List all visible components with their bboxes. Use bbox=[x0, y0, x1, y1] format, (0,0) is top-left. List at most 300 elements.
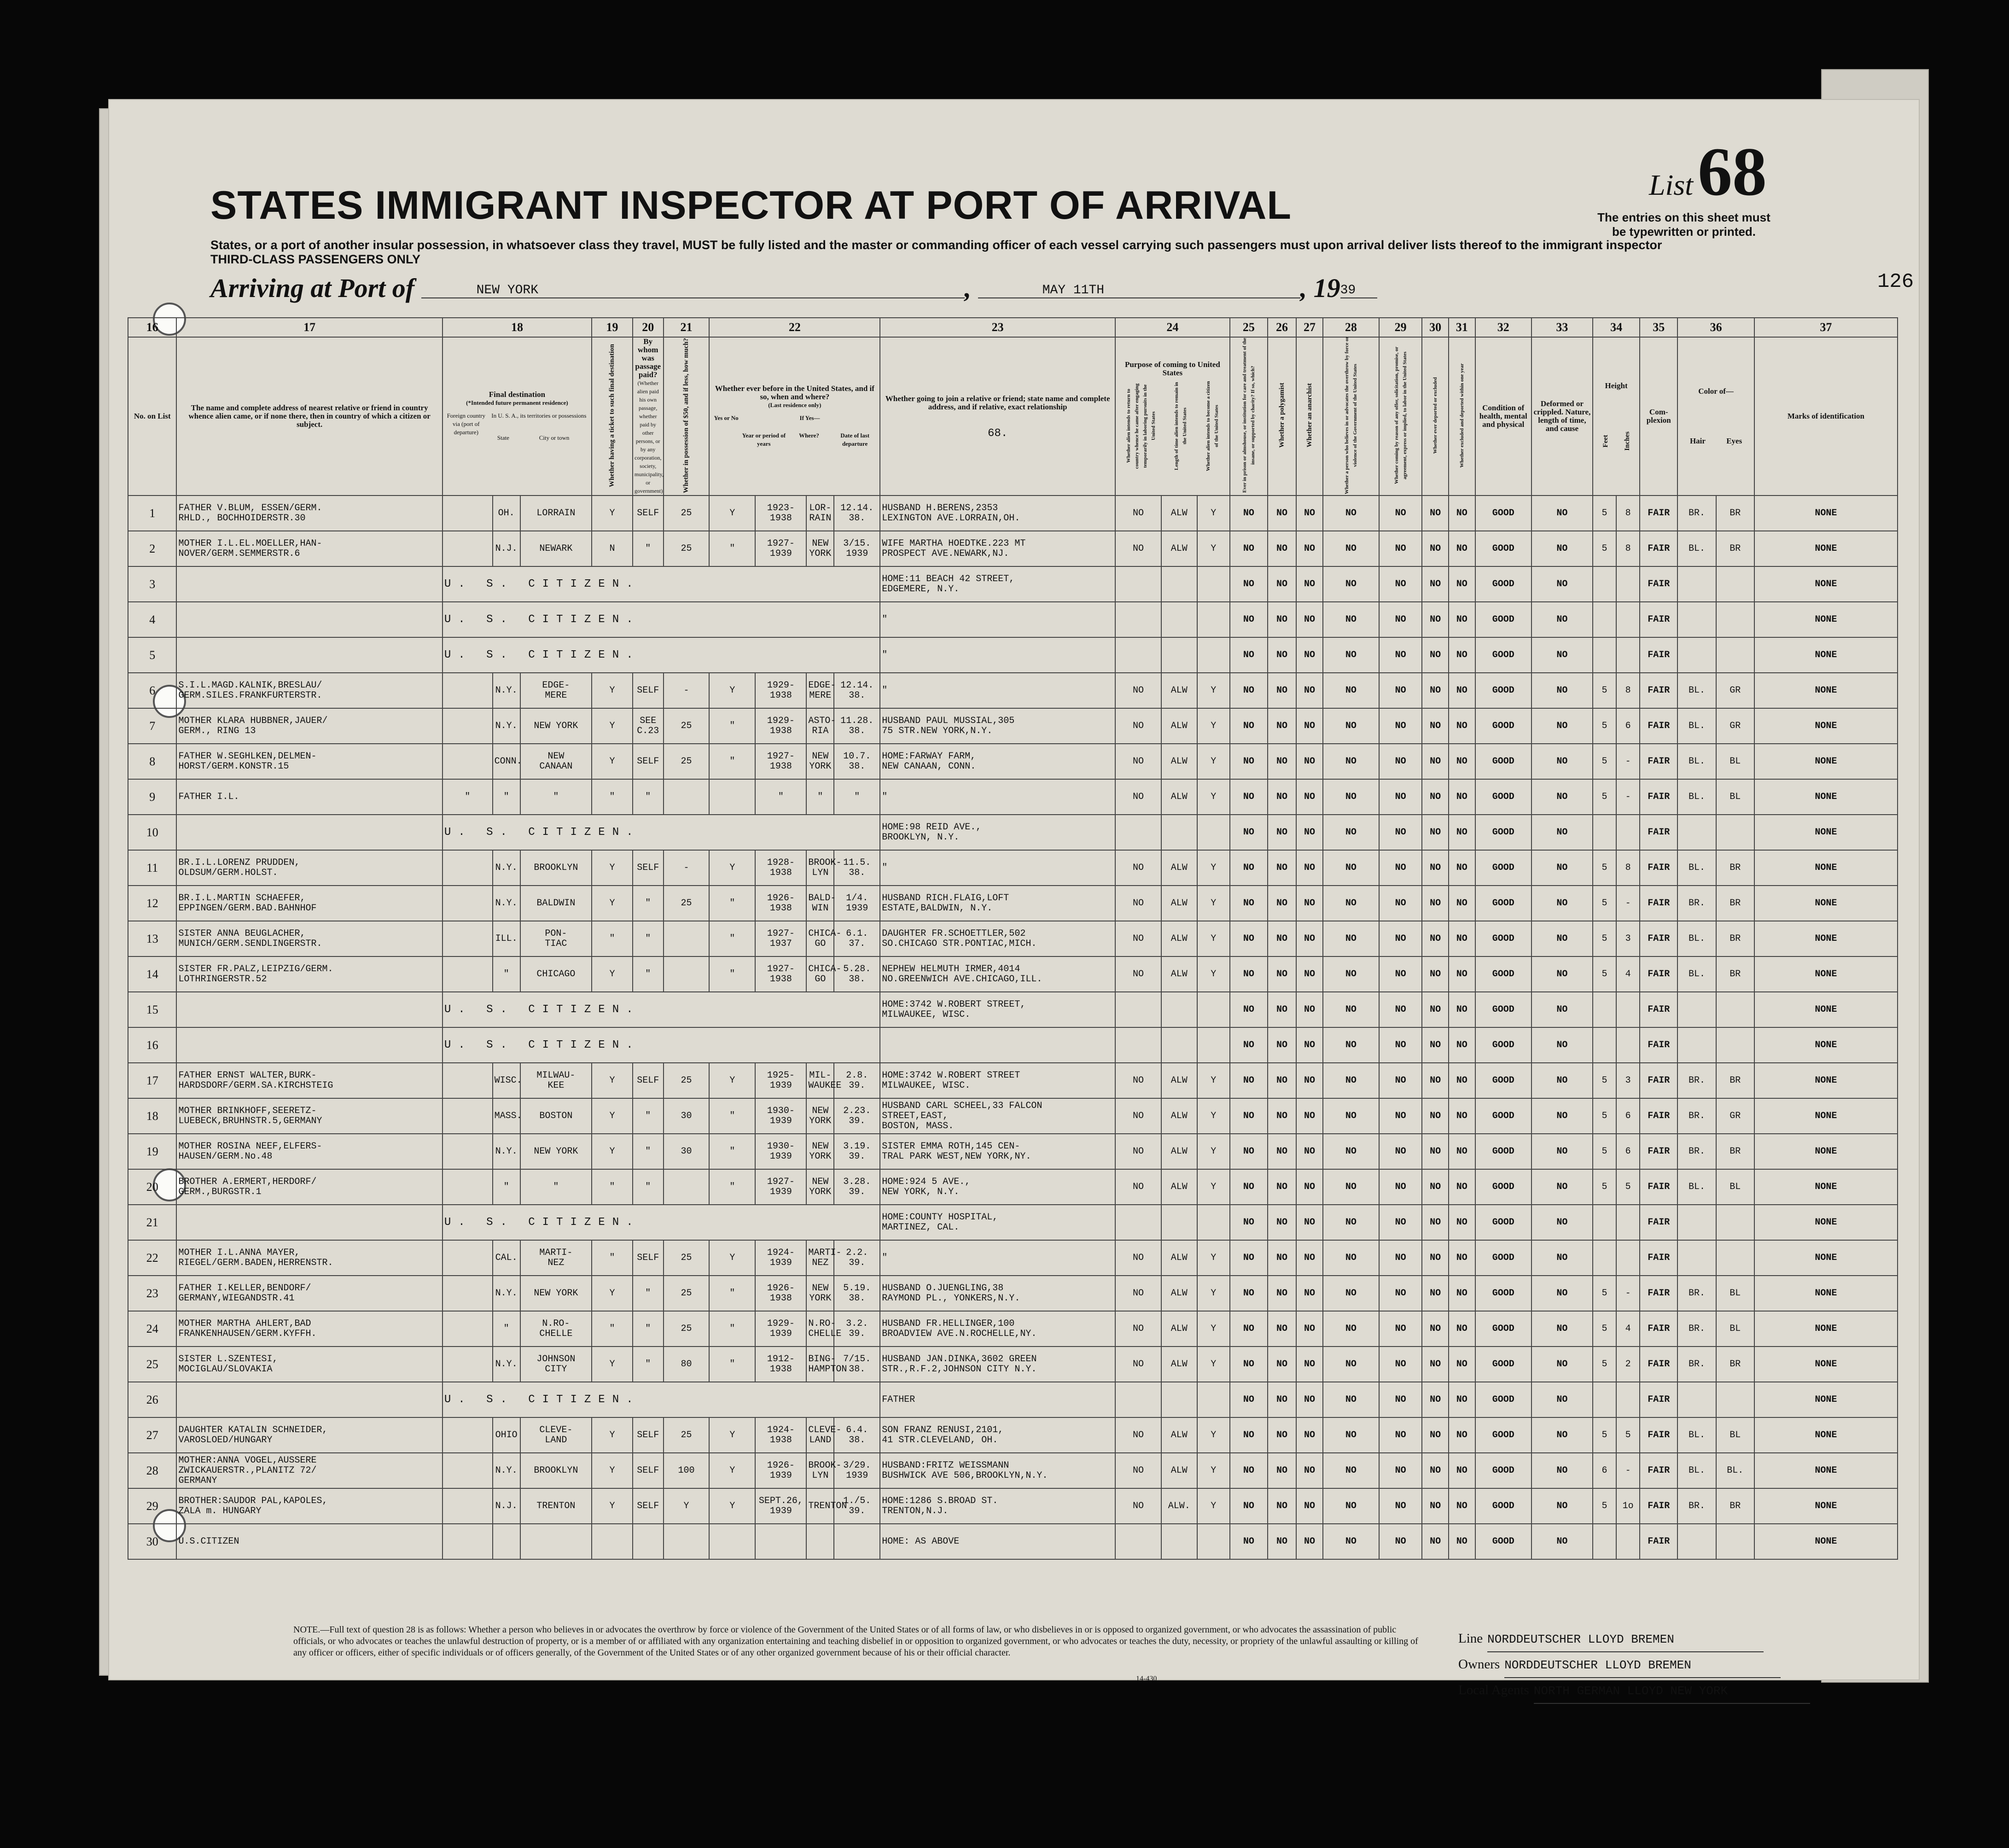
cell-inches: 3 bbox=[1616, 1063, 1640, 1098]
cell-inches: 2 bbox=[1616, 1347, 1640, 1382]
cell-excluded: NO bbox=[1449, 602, 1475, 637]
cell-passage-paid: " bbox=[633, 779, 664, 815]
cell-purpose-length: ALW bbox=[1161, 779, 1197, 815]
cell-purpose-length: ALW bbox=[1161, 1134, 1197, 1169]
cell-polygamist: NO bbox=[1268, 1063, 1296, 1098]
cell-ever-before: Y bbox=[709, 1417, 755, 1453]
cell-years: SEPT.26, 1939 bbox=[755, 1488, 806, 1524]
col-num-21: 21 bbox=[664, 318, 710, 337]
table-row bbox=[128, 1347, 1898, 1382]
cell-join-relative: " bbox=[880, 850, 1115, 886]
cell-complexion: FAIR bbox=[1640, 1134, 1677, 1169]
cell-relative: BROTHER:SAUDOR PAL,KAPOLES, ZALA m. HUNGARY bbox=[176, 1488, 442, 1524]
col-num-30: 30 bbox=[1422, 318, 1449, 337]
header-years: Year or period of years bbox=[742, 432, 786, 447]
cell-prison: NO bbox=[1230, 1311, 1268, 1347]
cell-money: 25 bbox=[664, 1311, 710, 1347]
cell-city: BROOKLYN bbox=[520, 850, 592, 886]
cell-excluded: NO bbox=[1449, 992, 1475, 1027]
cell-purpose-return: NO bbox=[1115, 1311, 1161, 1347]
cell-feet: 5 bbox=[1593, 496, 1616, 531]
line-label: Line bbox=[1458, 1631, 1483, 1646]
cell-last-departure: 7/15. 38. bbox=[834, 1347, 880, 1382]
cell-foreign-country bbox=[443, 1134, 493, 1169]
header-city: City or town bbox=[539, 434, 570, 441]
cell-prison: NO bbox=[1230, 744, 1268, 779]
cell-prison: NO bbox=[1230, 956, 1268, 992]
cell-complexion: FAIR bbox=[1640, 992, 1677, 1027]
cell-overthrow: NO bbox=[1323, 744, 1379, 779]
cell-prison: NO bbox=[1230, 708, 1268, 744]
cell-health: GOOD bbox=[1475, 1027, 1531, 1063]
cell-join-relative: HOME:924 5 AVE., NEW YORK, N.Y. bbox=[880, 1169, 1115, 1205]
cell-overthrow: NO bbox=[1323, 708, 1379, 744]
cell-overthrow: NO bbox=[1323, 886, 1379, 921]
cell-purpose-return: NO bbox=[1115, 1453, 1161, 1488]
cell-marks: NONE bbox=[1754, 815, 1898, 850]
cell-purpose-citizen: Y bbox=[1197, 779, 1230, 815]
cell-years: 1927- 1938 bbox=[755, 956, 806, 992]
cell-complexion: FAIR bbox=[1640, 956, 1677, 992]
cell-anarchist: NO bbox=[1296, 744, 1323, 779]
cell-excluded: NO bbox=[1449, 1382, 1475, 1417]
cell-citizen-note: U. S. CITIZEN. bbox=[443, 637, 880, 673]
header-where: Where? bbox=[799, 432, 819, 439]
cell-purpose-return: NO bbox=[1115, 673, 1161, 708]
cell-purpose-citizen: Y bbox=[1197, 1063, 1230, 1098]
cell-relative: BROTHER A.ERMERT,HERDORF/ GERM.,BURGSTR.1 bbox=[176, 1169, 442, 1205]
page-subtitle bbox=[210, 238, 1730, 267]
cell-marks: NONE bbox=[1754, 1382, 1898, 1417]
cell-complexion: FAIR bbox=[1640, 1382, 1677, 1417]
cell-passage-paid: " bbox=[633, 956, 664, 992]
cell-relative bbox=[176, 637, 442, 673]
cell-years: 1930- 1939 bbox=[755, 1134, 806, 1169]
cell-where: BING- HAMPTON bbox=[806, 1347, 834, 1382]
cell-health: GOOD bbox=[1475, 886, 1531, 921]
cell-feet bbox=[1593, 1205, 1616, 1240]
cell-complexion: FAIR bbox=[1640, 1169, 1677, 1205]
cell-last-departure: 11.28. 38. bbox=[834, 708, 880, 744]
cell-prison: NO bbox=[1230, 1276, 1268, 1311]
cell-foreign-country bbox=[443, 673, 493, 708]
cell-prison: NO bbox=[1230, 637, 1268, 673]
cell-health: GOOD bbox=[1475, 496, 1531, 531]
cell-last-departure: " bbox=[834, 779, 880, 815]
cell-purpose-citizen bbox=[1197, 566, 1230, 602]
cell-relative: MOTHER BRINKHOFF,SEERETZ- LUEBECK,BRUHNSTR.5,GERMANY bbox=[176, 1098, 442, 1134]
cell-anarchist: NO bbox=[1296, 1027, 1323, 1063]
cell-hair bbox=[1677, 602, 1716, 637]
cell-where: ASTO- RIA bbox=[806, 708, 834, 744]
col-num-17: 17 bbox=[176, 318, 442, 337]
table-row bbox=[128, 1027, 1898, 1063]
cell-relative bbox=[176, 992, 442, 1027]
cell-overthrow: NO bbox=[1323, 602, 1379, 637]
col-num-19: 19 bbox=[592, 318, 633, 337]
cell-money: 25 bbox=[664, 744, 710, 779]
cell-complexion: FAIR bbox=[1640, 779, 1677, 815]
cell-money: 25 bbox=[664, 1063, 710, 1098]
cell-relative: MOTHER I.L.ANNA MAYER, RIEGEL/GERM.BADEN,HERRENSTR. bbox=[176, 1240, 442, 1276]
cell-foreign-country bbox=[443, 1098, 493, 1134]
cell-marks: NONE bbox=[1754, 1240, 1898, 1276]
col-num-27: 27 bbox=[1296, 318, 1323, 337]
cell-money: 25 bbox=[664, 496, 710, 531]
cell-ever-before: Y bbox=[709, 1240, 755, 1276]
manifest-table bbox=[128, 317, 1898, 1560]
cell-anarchist: NO bbox=[1296, 815, 1323, 850]
cell-excluded: NO bbox=[1449, 1453, 1475, 1488]
cell-purpose-citizen bbox=[1197, 1205, 1230, 1240]
cell-anarchist: NO bbox=[1296, 1347, 1323, 1382]
cell-deformed: NO bbox=[1531, 496, 1593, 531]
cell-join-relative: SON FRANZ RENUSI,2101, 41 STR.CLEVELAND, OH. bbox=[880, 1417, 1115, 1453]
cell-labor-offer: NO bbox=[1379, 779, 1422, 815]
cell-purpose-return: NO bbox=[1115, 496, 1161, 531]
cell-inches bbox=[1616, 815, 1640, 850]
cell-city: LORRAIN bbox=[520, 496, 592, 531]
cell-feet: 5 bbox=[1593, 531, 1616, 566]
final-destination-note: (*Intended future permanent residence) bbox=[466, 399, 568, 406]
cell-state: N.Y. bbox=[493, 850, 520, 886]
cell-purpose-return: NO bbox=[1115, 1488, 1161, 1524]
cell-inches: 8 bbox=[1616, 673, 1640, 708]
cell-eyes bbox=[1716, 1205, 1754, 1240]
cell-money: 25 bbox=[664, 1417, 710, 1453]
col-num-32: 32 bbox=[1475, 318, 1531, 337]
cell-deported: NO bbox=[1422, 886, 1449, 921]
cell-health: GOOD bbox=[1475, 1098, 1531, 1134]
cell-purpose-return: NO bbox=[1115, 921, 1161, 956]
cell-inches: - bbox=[1616, 779, 1640, 815]
cell-join-relative: DAUGHTER FR.SCHOETTLER,502 SO.CHICAGO STR.PONTIAC,MICH. bbox=[880, 921, 1115, 956]
cell-overthrow: NO bbox=[1323, 566, 1379, 602]
cell-purpose-length bbox=[1161, 602, 1197, 637]
page-number: 126 bbox=[1877, 270, 1914, 293]
cell-foreign-country bbox=[443, 886, 493, 921]
cell-purpose-return: NO bbox=[1115, 1417, 1161, 1453]
cell-relative: FATHER W.SEGHLKEN,DELMEN- HORST/GERM.KONSTR.15 bbox=[176, 744, 442, 779]
cell-state: MASS. bbox=[493, 1098, 520, 1134]
cell-complexion: FAIR bbox=[1640, 744, 1677, 779]
cell-where: BROOK- LYN bbox=[806, 1453, 834, 1488]
cell-purpose-return: NO bbox=[1115, 886, 1161, 921]
cell-state: N.Y. bbox=[493, 886, 520, 921]
cell-purpose-return bbox=[1115, 992, 1161, 1027]
cell-marks: NONE bbox=[1754, 566, 1898, 602]
cell-money: 100 bbox=[664, 1453, 710, 1488]
cell-polygamist: NO bbox=[1268, 602, 1296, 637]
col-num-22: 22 bbox=[709, 318, 880, 337]
cell-state: N.Y. bbox=[493, 1347, 520, 1382]
cell-purpose-return: NO bbox=[1115, 1276, 1161, 1311]
cell-list-number: 20 bbox=[128, 1169, 176, 1205]
cell-purpose-citizen: Y bbox=[1197, 956, 1230, 992]
col-num-20: 20 bbox=[633, 318, 664, 337]
cell-hair: BR. bbox=[1677, 1488, 1716, 1524]
table-row bbox=[128, 1417, 1898, 1453]
cell-health: GOOD bbox=[1475, 850, 1531, 886]
cell-ever-before bbox=[709, 779, 755, 815]
cell-health: GOOD bbox=[1475, 1240, 1531, 1276]
cell-hair bbox=[1677, 566, 1716, 602]
cell-prison: NO bbox=[1230, 531, 1268, 566]
cell-list-number: 1 bbox=[128, 496, 176, 531]
cell-passage-paid: SELF bbox=[633, 744, 664, 779]
class-line: THIRD-CLASS PASSENGERS ONLY bbox=[210, 252, 421, 266]
agents-value: NORTH GERMAN LLOYD NEW YORK bbox=[1534, 1679, 1810, 1704]
cell-foreign-country bbox=[443, 1524, 493, 1559]
column-numbers bbox=[128, 318, 1898, 337]
cell-join-relative: HOME:1286 S.BROAD ST. TRENTON,N.J. bbox=[880, 1488, 1115, 1524]
cell-ever-before: " bbox=[709, 744, 755, 779]
cell-hair: BL. bbox=[1677, 779, 1716, 815]
cell-deformed: NO bbox=[1531, 673, 1593, 708]
cell-years: 1927- 1938 bbox=[755, 744, 806, 779]
cell-health: GOOD bbox=[1475, 1488, 1531, 1524]
cell-anarchist: NO bbox=[1296, 1311, 1323, 1347]
cell-purpose-length: ALW bbox=[1161, 1347, 1197, 1382]
cell-list-number: 12 bbox=[128, 886, 176, 921]
cell-deformed: NO bbox=[1531, 815, 1593, 850]
column-headers bbox=[128, 337, 1898, 496]
cell-overthrow: NO bbox=[1323, 673, 1379, 708]
table-row bbox=[128, 1453, 1898, 1488]
cell-purpose-citizen: Y bbox=[1197, 1417, 1230, 1453]
cell-complexion: FAIR bbox=[1640, 1240, 1677, 1276]
cell-list-number: 21 bbox=[128, 1205, 176, 1240]
table-row bbox=[128, 1063, 1898, 1098]
cell-ever-before bbox=[709, 1524, 755, 1559]
cell-deported: NO bbox=[1422, 602, 1449, 637]
cell-polygamist: NO bbox=[1268, 886, 1296, 921]
cell-passage-paid: SELF bbox=[633, 1417, 664, 1453]
cell-overthrow: NO bbox=[1323, 1488, 1379, 1524]
cell-years: 1923- 1938 bbox=[755, 496, 806, 531]
cell-join-relative: HOME: AS ABOVE bbox=[880, 1524, 1115, 1559]
cell-ticket: Y bbox=[592, 956, 633, 992]
cell-overthrow: NO bbox=[1323, 1382, 1379, 1417]
cell-prison: NO bbox=[1230, 1027, 1268, 1063]
cell-excluded: NO bbox=[1449, 673, 1475, 708]
cell-polygamist: NO bbox=[1268, 1382, 1296, 1417]
cell-anarchist: NO bbox=[1296, 1098, 1323, 1134]
cell-purpose-citizen: Y bbox=[1197, 1453, 1230, 1488]
cell-health: GOOD bbox=[1475, 1276, 1531, 1311]
table-row bbox=[128, 1169, 1898, 1205]
cell-join-relative: NEPHEW HELMUTH IRMER,4014 NO.GREENWICH AVE.CHICAGO,ILL. bbox=[880, 956, 1115, 992]
cell-prison: NO bbox=[1230, 1524, 1268, 1559]
cell-excluded: NO bbox=[1449, 1134, 1475, 1169]
manifest-rows bbox=[128, 496, 1898, 1559]
cell-deformed: NO bbox=[1531, 1488, 1593, 1524]
cell-prison: NO bbox=[1230, 1488, 1268, 1524]
cell-feet: 6 bbox=[1593, 1453, 1616, 1488]
header-labor-offer-text: Whether coming by reason of any offer, solicitation, promise, or agreement, express or implied, to labor in the United States bbox=[1393, 346, 1408, 484]
header-health: Condition of health, mental and physical bbox=[1475, 337, 1531, 496]
form-id: 14-430 bbox=[1136, 1675, 1157, 1683]
cell-hair: BL. bbox=[1677, 1453, 1716, 1488]
cell-list-number: 10 bbox=[128, 815, 176, 850]
cell-foreign-country bbox=[443, 850, 493, 886]
cell-inches: 8 bbox=[1616, 496, 1640, 531]
cell-list-number: 15 bbox=[128, 992, 176, 1027]
cell-labor-offer: NO bbox=[1379, 1063, 1422, 1098]
cell-ever-before: " bbox=[709, 1311, 755, 1347]
cell-purpose-length: ALW bbox=[1161, 744, 1197, 779]
cell-hair bbox=[1677, 1524, 1716, 1559]
header-purpose bbox=[1115, 337, 1230, 496]
cell-excluded: NO bbox=[1449, 886, 1475, 921]
cell-state: N.J. bbox=[493, 531, 520, 566]
cell-inches bbox=[1616, 1027, 1640, 1063]
cell-anarchist: NO bbox=[1296, 1417, 1323, 1453]
owners-label: Owners bbox=[1458, 1657, 1500, 1672]
cell-deported: NO bbox=[1422, 1134, 1449, 1169]
cell-ever-before: " bbox=[709, 1134, 755, 1169]
cell-hair bbox=[1677, 637, 1716, 673]
cell-hair: BL. bbox=[1677, 850, 1716, 886]
header-deported bbox=[1422, 337, 1449, 496]
cell-complexion: FAIR bbox=[1640, 1453, 1677, 1488]
cell-list-number: 4 bbox=[128, 602, 176, 637]
cell-polygamist: NO bbox=[1268, 815, 1296, 850]
cell-health: GOOD bbox=[1475, 1063, 1531, 1098]
header-excluded bbox=[1449, 337, 1475, 496]
cell-deported: NO bbox=[1422, 1382, 1449, 1417]
cell-join-relative: " bbox=[880, 779, 1115, 815]
cell-relative: SISTER FR.PALZ,LEIPZIG/GERM. LOTHRINGERSTR.52 bbox=[176, 956, 442, 992]
cell-prison: NO bbox=[1230, 1382, 1268, 1417]
cell-polygamist: NO bbox=[1268, 1276, 1296, 1311]
list-label: List bbox=[1648, 169, 1693, 201]
cell-purpose-citizen: Y bbox=[1197, 673, 1230, 708]
cell-foreign-country bbox=[443, 1347, 493, 1382]
header-money bbox=[664, 337, 710, 496]
cell-health: GOOD bbox=[1475, 779, 1531, 815]
cell-years: 1929- 1939 bbox=[755, 1311, 806, 1347]
cell-ticket: " bbox=[592, 1311, 633, 1347]
table-row bbox=[128, 850, 1898, 886]
cell-overthrow: NO bbox=[1323, 1169, 1379, 1205]
cell-list-number: 18 bbox=[128, 1098, 176, 1134]
header-feet: Feet bbox=[1601, 435, 1609, 448]
cell-purpose-return: NO bbox=[1115, 850, 1161, 886]
cell-join-relative: " bbox=[880, 637, 1115, 673]
cell-deported: NO bbox=[1422, 1276, 1449, 1311]
cell-prison: NO bbox=[1230, 1134, 1268, 1169]
cell-anarchist: NO bbox=[1296, 531, 1323, 566]
cell-eyes: BL bbox=[1716, 779, 1754, 815]
cell-list-number: 29 bbox=[128, 1488, 176, 1524]
table-row bbox=[128, 531, 1898, 566]
cell-join-relative: HUSBAND PAUL MUSSIAL,305 75 STR.NEW YORK,N.Y. bbox=[880, 708, 1115, 744]
cell-foreign-country bbox=[443, 744, 493, 779]
cell-ever-before: " bbox=[709, 1276, 755, 1311]
cell-last-departure: 2.2. 39. bbox=[834, 1240, 880, 1276]
cell-purpose-return bbox=[1115, 637, 1161, 673]
header-money-text: Whether in possession of $50, and if less, how much? bbox=[682, 338, 690, 493]
header-hair: Hair bbox=[1689, 437, 1706, 445]
cell-overthrow: NO bbox=[1323, 1134, 1379, 1169]
header-passage-text: By whom was passage paid? bbox=[635, 337, 661, 379]
cell-purpose-length bbox=[1161, 566, 1197, 602]
cell-deformed: NO bbox=[1531, 1205, 1593, 1240]
cell-deformed: NO bbox=[1531, 744, 1593, 779]
cell-where: MIL- WAUKEE bbox=[806, 1063, 834, 1098]
cell-complexion: FAIR bbox=[1640, 531, 1677, 566]
cell-purpose-citizen: Y bbox=[1197, 1169, 1230, 1205]
cell-health: GOOD bbox=[1475, 566, 1531, 602]
cell-hair: BR. bbox=[1677, 1134, 1716, 1169]
cell-feet: 5 bbox=[1593, 956, 1616, 992]
cell-money: 25 bbox=[664, 1240, 710, 1276]
cell-years bbox=[755, 1524, 806, 1559]
cell-excluded: NO bbox=[1449, 1027, 1475, 1063]
cell-deported: NO bbox=[1422, 1453, 1449, 1488]
cell-feet bbox=[1593, 1240, 1616, 1276]
cell-prison: NO bbox=[1230, 1453, 1268, 1488]
header-complexion: Com-plexion bbox=[1640, 337, 1677, 496]
cell-passage-paid: " bbox=[633, 886, 664, 921]
cell-purpose-return bbox=[1115, 1524, 1161, 1559]
cell-ever-before: Y bbox=[709, 1453, 755, 1488]
cell-purpose-return: NO bbox=[1115, 1240, 1161, 1276]
cell-prison: NO bbox=[1230, 496, 1268, 531]
header-height bbox=[1593, 337, 1640, 496]
table-row bbox=[128, 673, 1898, 708]
cell-feet bbox=[1593, 1027, 1616, 1063]
table-row bbox=[128, 815, 1898, 850]
cell-foreign-country bbox=[443, 1453, 493, 1488]
table-row bbox=[128, 956, 1898, 992]
cell-where: NEW YORK bbox=[806, 744, 834, 779]
cell-hair: BL. bbox=[1677, 1169, 1716, 1205]
cell-feet: 5 bbox=[1593, 1417, 1616, 1453]
cell-deformed: NO bbox=[1531, 956, 1593, 992]
cell-city: NEW YORK bbox=[520, 1134, 592, 1169]
cell-anarchist: NO bbox=[1296, 1382, 1323, 1417]
cell-deformed: NO bbox=[1531, 1027, 1593, 1063]
cell-marks: NONE bbox=[1754, 1134, 1898, 1169]
cell-years: 1927- 1937 bbox=[755, 921, 806, 956]
header-color bbox=[1677, 337, 1754, 496]
cell-where: BALD- WIN bbox=[806, 886, 834, 921]
col-num-28: 28 bbox=[1323, 318, 1379, 337]
cell-hair: BR. bbox=[1677, 886, 1716, 921]
table-row bbox=[128, 1488, 1898, 1524]
cell-deported: NO bbox=[1422, 921, 1449, 956]
cell-passage-paid: SELF bbox=[633, 850, 664, 886]
cell-inches bbox=[1616, 602, 1640, 637]
header-polygamist-text: Whether a polygamist bbox=[1278, 383, 1286, 448]
cell-excluded: NO bbox=[1449, 815, 1475, 850]
cell-deformed: NO bbox=[1531, 1453, 1593, 1488]
cell-eyes bbox=[1716, 1027, 1754, 1063]
header-excluded-text: Whether excluded and deported within one year bbox=[1459, 363, 1465, 468]
cell-health: GOOD bbox=[1475, 602, 1531, 637]
table-row bbox=[128, 744, 1898, 779]
cell-citizen-note: U. S. CITIZEN. bbox=[443, 992, 880, 1027]
cell-relative: FATHER ERNST WALTER,BURK- HARDSDORF/GERM.SA.KIRCHSTEIG bbox=[176, 1063, 442, 1098]
cell-list-number: 2 bbox=[128, 531, 176, 566]
table-row bbox=[128, 1134, 1898, 1169]
cell-complexion: FAIR bbox=[1640, 566, 1677, 602]
header-foreign-country: Foreign country via (port of departure) bbox=[447, 412, 485, 436]
cell-years: 1930- 1939 bbox=[755, 1098, 806, 1134]
cell-purpose-return: NO bbox=[1115, 956, 1161, 992]
